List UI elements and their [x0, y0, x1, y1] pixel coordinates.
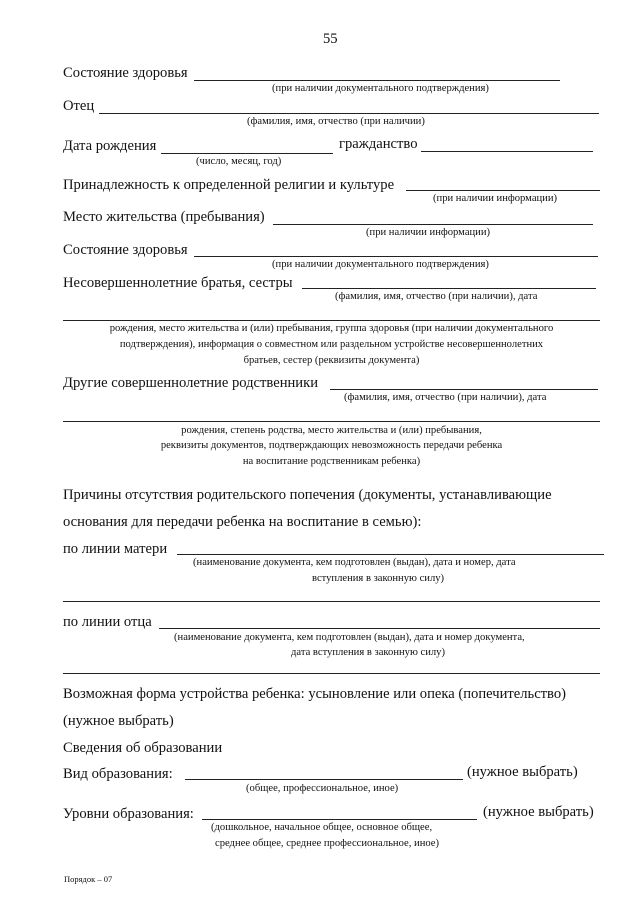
edu-type-label: Вид образования: — [63, 766, 173, 782]
health-label: Состояние здоровья — [63, 65, 188, 81]
citizenship-label: гражданство — [339, 136, 418, 152]
siblings-hint-2: рождения, место жительства и (или) пребывания, группа здоровья (при наличии документального — [109, 323, 554, 334]
reasons-text-2: основания для передачи ребенка на воспитание в семью): — [63, 514, 422, 530]
health-hint: (при наличии документального подтверждения) — [272, 83, 489, 94]
siblings-hint: (фамилия, имя, отчество (при наличии), дата — [335, 291, 538, 302]
religion-input-line[interactable] — [406, 190, 600, 191]
father-line-hint: (наименование документа, кем подготовлен (выдан), дата и номер документа, — [174, 632, 525, 643]
edu-level-label: Уровни образования: — [63, 806, 194, 822]
placement-form-text-1: Возможная форма устройства ребенка: усыновление или опека (попечительство) — [63, 686, 566, 702]
father-input-line[interactable] — [99, 113, 599, 114]
religion-label: Принадлежность к определенной религии и культуре — [63, 177, 395, 193]
father-hint: (фамилия, имя, отчество (при наличии) — [247, 116, 425, 127]
health2-input-line[interactable] — [194, 256, 598, 257]
father-line-input[interactable] — [159, 628, 600, 629]
dob-hint: (число, месяц, год) — [196, 156, 282, 167]
siblings-hint-3: подтверждения), информация о совместном или раздельном устройстве несовершеннолетних — [119, 339, 544, 350]
relatives-hint-2: рождения, степень родства, место жительства и (или) пребывания, — [181, 425, 482, 436]
edu-level-input[interactable] — [202, 819, 477, 820]
relatives-input-line-2[interactable] — [63, 421, 600, 422]
edu-level-hint: (дошкольное, начальное общее, основное общее, — [211, 822, 433, 833]
relatives-input-line[interactable] — [330, 389, 598, 390]
health2-label: Состояние здоровья — [63, 242, 188, 258]
relatives-hint-4: на воспитание родственникам ребенка) — [242, 456, 421, 467]
religion-hint: (при наличии информации) — [433, 193, 558, 204]
reasons-text-1: Причины отсутствия родительского попечения (документы, устанавливающие — [63, 487, 552, 503]
education-title: Сведения об образовании — [63, 740, 223, 756]
mother-line-input[interactable] — [177, 554, 604, 555]
father-label: Отец — [63, 98, 95, 114]
health2-hint: (при наличии документального подтверждения) — [272, 259, 489, 270]
father-line-input-2[interactable] — [63, 673, 600, 674]
mother-line-label: по линии матери — [63, 541, 168, 557]
residence-hint: (при наличии информации) — [366, 227, 491, 238]
siblings-label: Несовершеннолетние братья, сестры — [63, 275, 293, 291]
mother-line-hint: (наименование документа, кем подготовлен (выдан), дата и номер, дата — [193, 557, 516, 568]
siblings-hint-4: братьев, сестер (реквизиты документа) — [243, 355, 420, 366]
dob-input-line[interactable] — [161, 153, 333, 154]
placement-form-text-2: (нужное выбрать) — [63, 713, 174, 729]
residence-input-line[interactable] — [273, 224, 593, 225]
mother-line-hint-2: вступления в законную силу) — [312, 573, 445, 584]
father-line-hint-2: дата вступления в законную силу) — [291, 647, 445, 658]
edu-type-choose: (нужное выбрать) — [467, 764, 578, 780]
father-line-label: по линии отца — [63, 614, 152, 630]
dob-label: Дата рождения — [63, 138, 157, 154]
citizenship-input-line[interactable] — [421, 151, 593, 152]
edu-type-hint: (общее, профессиональное, иное) — [246, 783, 399, 794]
residence-label: Место жительства (пребывания) — [63, 209, 265, 225]
edu-level-choose: (нужное выбрать) — [483, 804, 594, 820]
relatives-hint: (фамилия, имя, отчество (при наличии), дата — [344, 392, 547, 403]
edu-type-input[interactable] — [185, 779, 463, 780]
health-input-line[interactable] — [194, 80, 560, 81]
relatives-hint-3: реквизиты документов, подтверждающих невозможность передачи ребенка — [160, 440, 503, 451]
relatives-label: Другие совершеннолетние родственники — [63, 375, 319, 391]
siblings-input-line[interactable] — [302, 288, 596, 289]
page-footer: Порядок – 07 — [64, 874, 113, 884]
siblings-input-line-2[interactable] — [63, 320, 600, 321]
page-number: 55 — [323, 31, 338, 47]
edu-level-hint-2: среднее общее, среднее профессиональное, иное) — [215, 838, 440, 849]
mother-line-input-2[interactable] — [63, 601, 600, 602]
